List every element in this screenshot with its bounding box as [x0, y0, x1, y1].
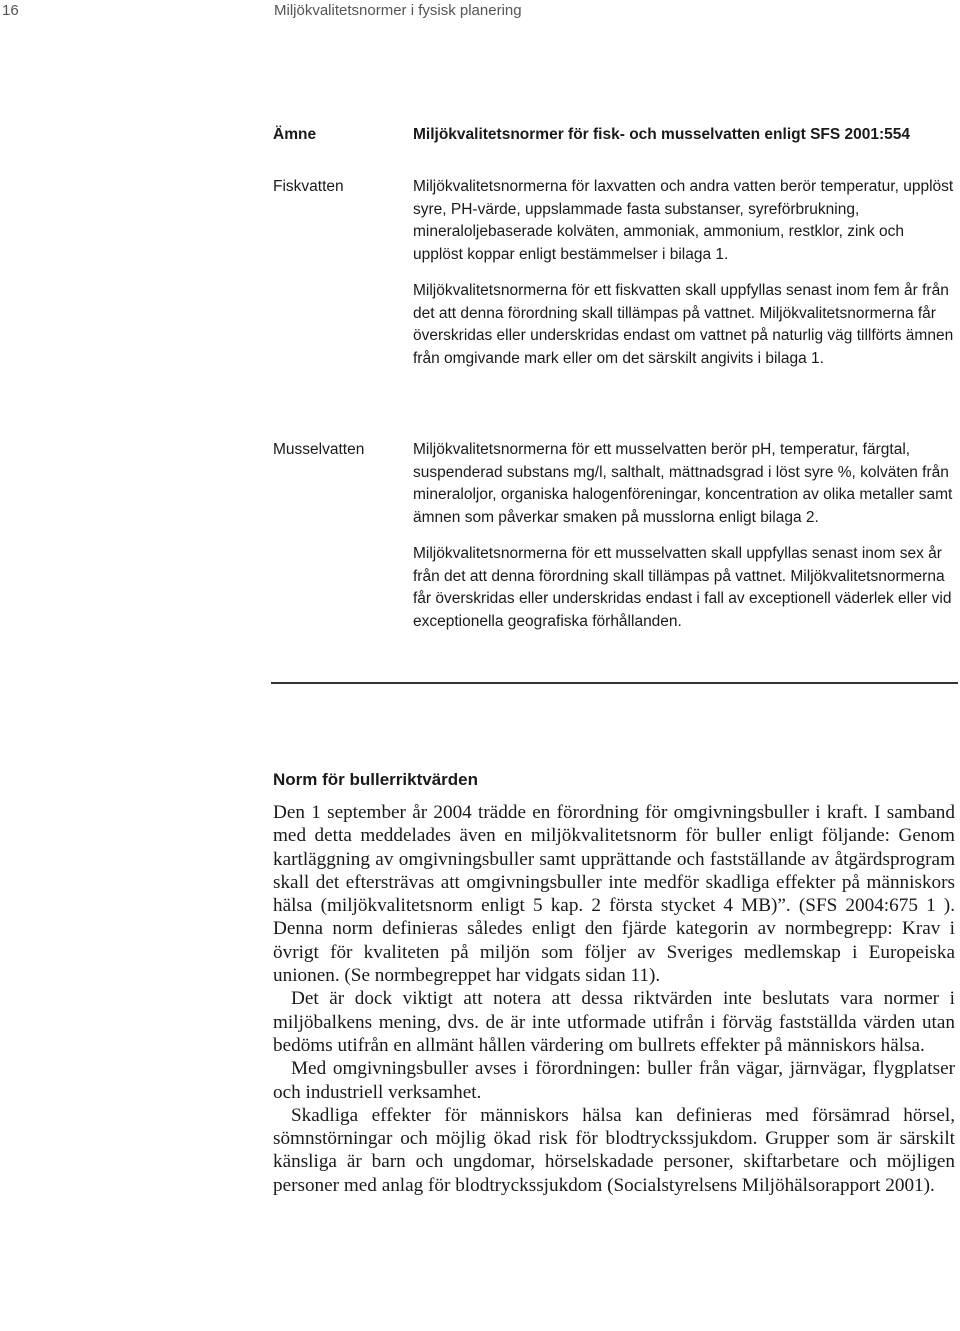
- body-paragraph: Skadliga effekter för människors hälsa kan definieras med försämrad hörsel, sömnstörningar och möjlig ökad risk för blodtryckssjukdom. Grupper som är särskilt känsliga är barn och ungdomar, hörselskadade personer, skiftarbetare och möjligen personer med anlag för blodtryckssjukdom (Socialstyrelsens Miljöhälsorapport 2001).: [273, 1104, 955, 1196]
- row-label: Fiskvatten: [273, 178, 344, 195]
- norm-column-header: Miljökvalitetsnormer för fisk- och musselvatten enligt SFS 2001:554: [413, 126, 911, 143]
- row-text: [413, 176, 958, 370]
- running-title: Miljökvalitetsnormer i fysisk planering: [274, 2, 522, 19]
- section-title: Norm för bullerriktvärden: [273, 770, 478, 789]
- page-number: 16: [2, 2, 19, 19]
- page-header: [0, 0, 960, 24]
- section-body: [273, 801, 955, 1197]
- row-label: Musselvatten: [273, 441, 365, 458]
- row-paragraph: Miljökvalitetsnormerna för ett fiskvatten skall uppfyllas senast inom fem år från det att denna förordning skall tillämpas på vattnet. Miljökvalitetsnormerna får överskridas eller underskridas endast om vattnet på naturlig väg tillförts ämnen från omgivande mark eller om det särskilt angivits i bilaga 1.: [413, 282, 954, 367]
- subject-column-header: Ämne: [273, 126, 317, 143]
- row-text: [413, 439, 958, 633]
- row-paragraph: Miljökvalitetsnormerna för ett musselvatten berör pH, temperatur, färgtal, suspenderad substans mg/l, salthalt, mättnadsgrad i löst syre %, kolväten från mineraloljor, organiska halogenföreningar, koncentration av olika metaller samt ämnen som påverkar smaken på musslorna enligt bilaga 2.: [413, 441, 953, 526]
- body-paragraph: Det är dock viktigt att notera att dessa riktvärden inte beslutats vara normer i miljöbalkens mening, dvs. de är inte utformade utifrån i förväg fastställda värden utan bedöms utifrån en allmänt hållen värdering om bullrets effekter på människors hälsa.: [273, 988, 955, 1056]
- body-paragraph: Med omgivningsbuller avses i förordningen: buller från vägar, järnvägar, flygplatser och industriell verksamhet.: [273, 1058, 955, 1103]
- body-paragraph: Den 1 september år 2004 trädde en förordning för omgivningsbuller i kraft. I samband med detta meddelades även en miljökvalitetsnorm för buller enligt följande: Genom kartläggning av omgivningsbuller samt upprättande och fastställande av åtgärdsprogram skall det eftersträvas att omgivningsbuller inte medför skadliga effekter på människors hälsa (miljökvalitetsnorm enligt 5 kap. 2 första stycket 4 MB)”. (SFS 2004:675 1 ). Denna norm definieras således enligt den fjärde kategorin av normbegrepp: Krav i övrigt för kvaliteten på miljön som följer av Sveriges medlemskap i Europeiska unionen. (Se normbegreppet har vidgats sidan 11).: [273, 802, 955, 987]
- row-paragraph: Miljökvalitetsnormerna för laxvatten och andra vatten berör temperatur, upplöst syre, PH-värde, uppslammade fasta substanser, syreförbrukning, mineraloljebaserade kolväten, ammoniak, ammonium, restklor, zink och upplöst koppar enligt bestämmelser i bilaga 1.: [413, 178, 954, 263]
- row-paragraph: Miljökvalitetsnormerna för ett musselvatten skall uppfyllas senast inom sex år från det att denna förordning skall tillämpas på vattnet. Miljökvalitetsnormerna får överskridas eller underskridas endast i fall av exceptionell väderlek eller vid exceptionella geografiska förhållanden.: [413, 545, 952, 630]
- table-bottom-rule: [271, 682, 958, 684]
